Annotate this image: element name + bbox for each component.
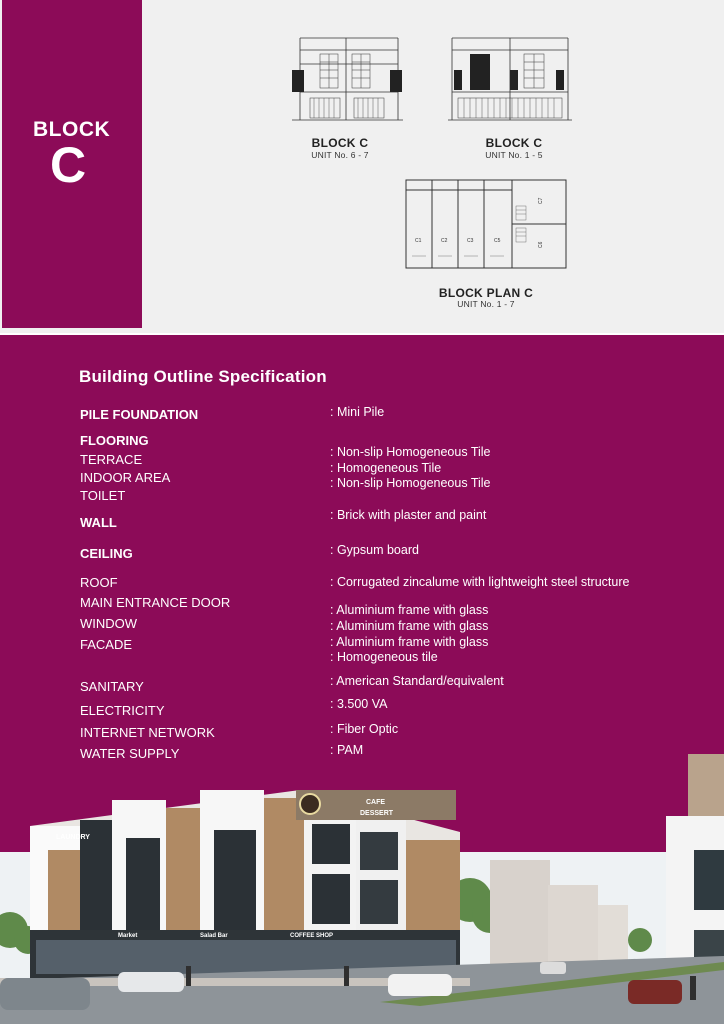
label-facade: FACADE bbox=[80, 637, 133, 652]
label-roof: ROOF bbox=[80, 575, 118, 590]
value-electricity: : 3.500 VA bbox=[330, 697, 388, 711]
value-window: : Aluminium frame with glass bbox=[330, 619, 489, 633]
value-water-supply: : PAM bbox=[330, 743, 364, 757]
value-facade-2: : Homogeneous tile bbox=[330, 650, 438, 664]
value-toilet: : Non-slip Homogeneous Tile bbox=[330, 476, 491, 490]
plan-unit-c5: C5 bbox=[494, 238, 501, 244]
label-terrace: TERRACE bbox=[80, 452, 143, 467]
building-render bbox=[0, 740, 724, 1024]
label-ceiling: CEILING bbox=[80, 546, 133, 561]
value-wall: : Brick with plaster and paint bbox=[330, 508, 487, 522]
value-ceiling: : Gypsum board bbox=[330, 543, 419, 557]
label-window: WINDOW bbox=[80, 616, 138, 631]
sign-dessert: DESSERT bbox=[360, 810, 394, 817]
plan-unit-c1: C1 bbox=[415, 238, 422, 244]
label-wall: WALL bbox=[80, 515, 117, 530]
value-terrace: : Non-slip Homogeneous Tile bbox=[330, 445, 491, 459]
label-sanitary: SANITARY bbox=[80, 679, 144, 694]
label-pile-foundation: PILE FOUNDATION bbox=[80, 407, 199, 422]
block-word: BLOCK bbox=[33, 118, 111, 141]
plan-unit-c3: C3 bbox=[467, 238, 474, 244]
value-sanitary: : American Standard/equivalent bbox=[330, 674, 504, 688]
value-roof: : Corrugated zincalume with lightweight steel structure bbox=[330, 575, 630, 589]
elevation-left-title: BLOCK C bbox=[311, 136, 369, 150]
label-flooring: FLOORING bbox=[80, 433, 149, 448]
plan-unit-c7: C7 bbox=[538, 197, 544, 204]
block-plan-title: BLOCK PLAN C bbox=[438, 286, 534, 300]
value-indoor-area: : Homogeneous Tile bbox=[330, 461, 442, 475]
value-facade-1: : Aluminium frame with glass bbox=[330, 635, 489, 649]
elevation-right-subtitle: UNIT No. 1 - 5 bbox=[485, 150, 543, 160]
plan-unit-c2: C2 bbox=[441, 238, 448, 244]
elevation-drawing-right bbox=[448, 34, 573, 126]
block-letter: C bbox=[50, 137, 87, 193]
sign-salad-bar: Salad Bar bbox=[200, 933, 228, 939]
sign-market: Market bbox=[118, 933, 138, 939]
plan-unit-c6: C6 bbox=[538, 241, 544, 248]
label-main-entrance-door: MAIN ENTRANCE DOOR bbox=[80, 595, 231, 610]
sign-coffee-shop: COFFEE SHOP bbox=[290, 933, 334, 939]
value-internet-network: : Fiber Optic bbox=[330, 722, 399, 736]
value-main-entrance-door: : Aluminium frame with glass bbox=[330, 603, 489, 617]
label-internet-network: INTERNET NETWORK bbox=[80, 725, 215, 740]
value-pile-foundation: : Mini Pile bbox=[330, 405, 385, 419]
elevation-right-title: BLOCK C bbox=[485, 136, 543, 150]
label-water-supply: WATER SUPPLY bbox=[80, 746, 180, 761]
label-indoor-area: INDOOR AREA bbox=[80, 470, 171, 485]
elevation-drawing-left bbox=[290, 34, 405, 126]
block-plan-drawing bbox=[404, 176, 570, 274]
sign-laundry: LAUNDRY bbox=[56, 834, 90, 841]
label-electricity: ELECTRICITY bbox=[80, 703, 165, 718]
elevation-left-subtitle: UNIT No. 6 - 7 bbox=[311, 150, 369, 160]
block-plan-subtitle: UNIT No. 1 - 7 bbox=[457, 299, 515, 309]
label-toilet: TOILET bbox=[80, 488, 126, 503]
spec-heading: Building Outline Specification bbox=[79, 367, 327, 386]
sign-cafe: CAFE bbox=[366, 799, 386, 806]
